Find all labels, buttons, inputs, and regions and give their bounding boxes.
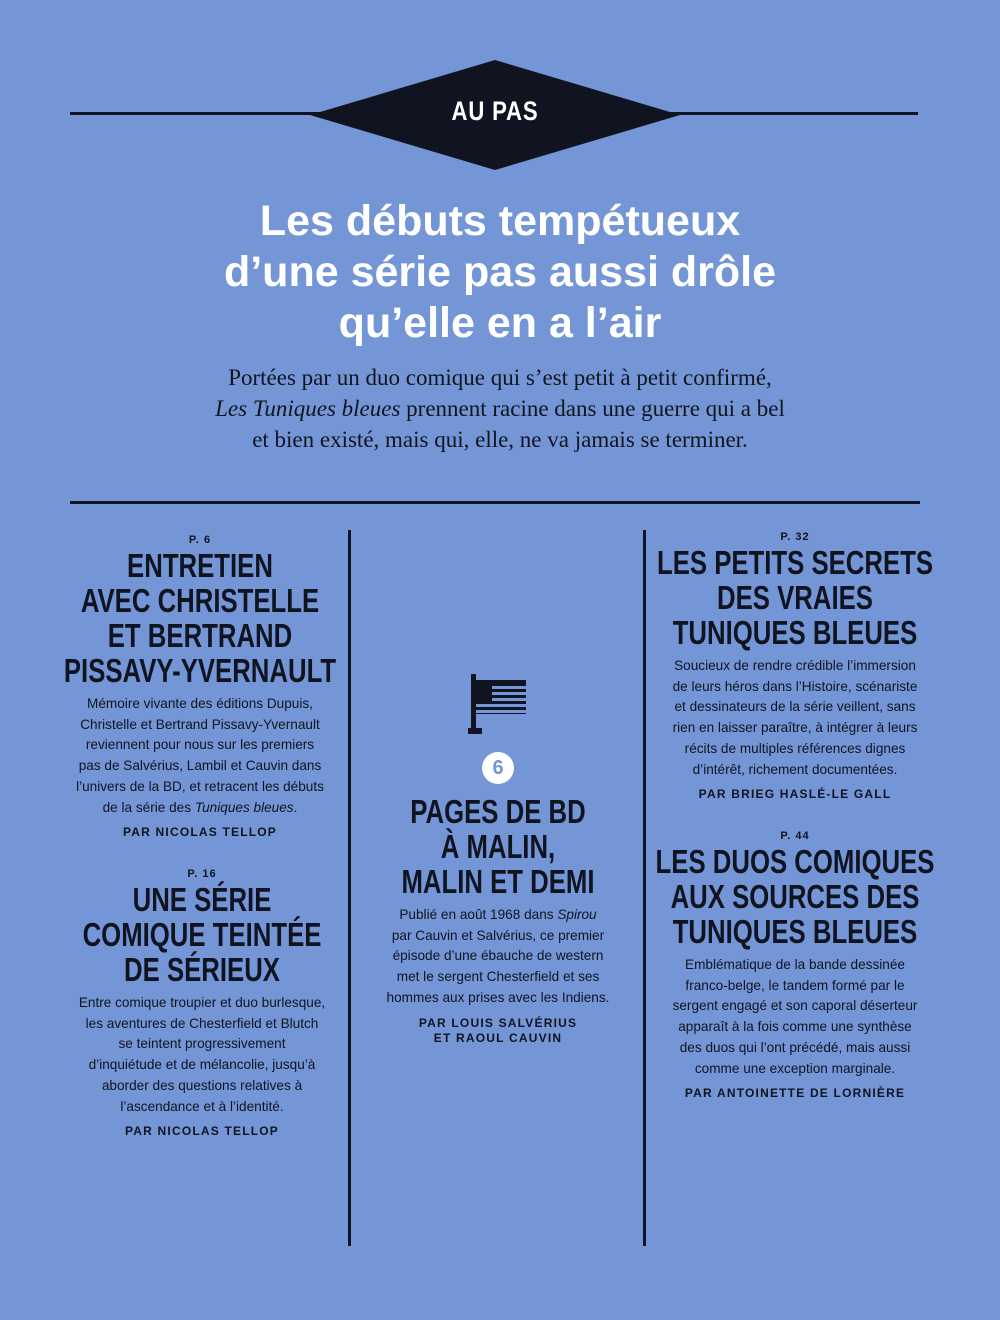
us-flag-icon — [362, 672, 634, 738]
title-line: À MALIN, — [440, 828, 556, 865]
summary-line: de leurs héros dans l’Histoire, scénariste — [672, 678, 918, 694]
byline: PAR ANTOINETTE DE LORNIÈRE — [684, 1086, 906, 1101]
title-line: TUNIQUES BLEUES — [672, 614, 918, 651]
title-line: LES DUOS COMIQUES — [655, 843, 935, 880]
summary-line: d’intérêt, richement documentées. — [692, 761, 898, 777]
byline — [362, 1016, 634, 1046]
article-title — [62, 882, 343, 987]
summary-text: Publié en août 1968 dans — [399, 907, 558, 922]
article-summary — [656, 656, 934, 780]
summary-line: l’ascendance et à l’identité. — [120, 1098, 284, 1114]
summary-line: Christelle et Bertrand Pissavy-Yvernault — [80, 716, 320, 732]
page-reference: P. 6 — [188, 534, 212, 546]
title-line: ENTRETIEN — [127, 547, 273, 584]
page-reference: P. 16 — [187, 868, 217, 880]
summary-line: hommes aux prises avec les Indiens. — [386, 989, 610, 1005]
title-line: AVEC CHRISTELLE — [80, 582, 320, 619]
summary-line: d’inquiétude et de mélancolie, jusqu’à — [88, 1057, 316, 1073]
header-rule-right — [660, 112, 918, 115]
summary-line: aborder des questions relatives à — [101, 1077, 303, 1093]
summary-line: se teintent progressivement — [118, 1036, 286, 1052]
standfirst — [120, 362, 880, 455]
column-rule-right — [643, 530, 646, 1246]
summary-line: sergent engagé et son caporal déserteur — [672, 998, 918, 1014]
page-count: 6 — [492, 756, 504, 779]
summary-line: reviennent pour nous sur les premiers — [85, 737, 315, 753]
page-headline — [80, 196, 920, 349]
standfirst-line — [120, 393, 880, 424]
summary-line — [62, 798, 338, 819]
page-reference: P. 44 — [780, 830, 810, 842]
summary-line: par Cauvin et Salvérius, ce premier — [391, 927, 605, 943]
article-summary — [656, 955, 934, 1079]
title-line: PISSAVY-YVERNAULT — [63, 652, 337, 689]
title-line: COMIQUE TEINTÉE — [82, 916, 322, 953]
byline: PAR BRIEG HASLÉ-LE GALL — [698, 787, 892, 802]
article-duos-comiques — [656, 830, 934, 1101]
title-line: DE SÉRIEUX — [124, 951, 280, 988]
summary-line: épisode d’une ébauche de western — [392, 948, 604, 964]
summary-line: Mémoire vivante des éditions Dupuis, — [87, 696, 313, 711]
page-count-badge — [482, 752, 514, 784]
header-rule-left — [70, 112, 330, 115]
standfirst-line: Portées par un duo comique qui s’est petit à petit confirmé, — [228, 365, 772, 390]
title-line: AUX SOURCES DES — [670, 878, 920, 915]
summary-text: . — [293, 799, 298, 815]
summary-line: comme une exception marginale. — [694, 1060, 896, 1076]
title-line: DES VRAIES — [717, 579, 873, 616]
summary-line: Soucieux de rendre crédible l’immersion — [674, 658, 916, 673]
article-serie-comique — [62, 868, 342, 1139]
headline-line: qu’elle en a l’air — [338, 299, 662, 347]
article-summary — [62, 993, 342, 1117]
title-line: MALIN ET DEMI — [401, 863, 595, 900]
article-summary — [362, 905, 634, 1009]
article-title — [655, 545, 934, 650]
section-divider — [70, 501, 920, 504]
headline-line: Les débuts tempétueux — [259, 197, 741, 245]
section-label: AU PAS — [451, 96, 539, 126]
series-title: Tuniques bleues — [194, 799, 294, 815]
standfirst-text: prennent racine dans une guerre qui a bel — [400, 396, 785, 421]
series-title: Les Tuniques bleues — [215, 396, 401, 421]
title-line: PAGES DE BD — [410, 793, 586, 830]
summary-line: et dessinateurs de la série veillent, sans — [674, 699, 916, 715]
page-reference: P. 32 — [780, 531, 810, 543]
title-line: TUNIQUES BLEUES — [672, 913, 918, 950]
summary-line: les aventures de Chesterfield et Blutch — [85, 1015, 319, 1031]
summary-line — [362, 905, 634, 926]
title-line: UNE SÉRIE — [132, 881, 272, 918]
article-title — [361, 794, 636, 899]
article-pages-bd — [362, 672, 634, 1046]
byline-line: ET RAOUL CAUVIN — [433, 1030, 563, 1045]
byline: PAR NICOLAS TELLOP — [122, 825, 278, 840]
article-title — [61, 548, 339, 688]
summary-line: apparaît à la fois comme une synthèse — [678, 1019, 912, 1035]
standfirst-line: et bien existé, mais qui, elle, ne va jamais se terminer. — [252, 427, 748, 452]
article-summary — [62, 694, 338, 818]
column-rule-left — [348, 530, 351, 1246]
byline: PAR NICOLAS TELLOP — [124, 1124, 280, 1139]
magazine-name: Spirou — [557, 907, 597, 922]
summary-line: franco-belge, le tandem formé par le — [685, 977, 905, 993]
title-line: ET BERTRAND — [107, 617, 293, 654]
summary-text: de la série des — [102, 799, 195, 815]
summary-line: pas de Salvérius, Lambil et Cauvin dans — [78, 758, 322, 774]
summary-line: l’univers de la BD, et retracent les débuts — [76, 778, 324, 794]
summary-line: met le sergent Chesterfield et ses — [396, 969, 600, 985]
article-petits-secrets — [656, 531, 934, 802]
summary-line: rien en laisser paraître, à intégrer à leurs — [672, 720, 918, 736]
byline-line: PAR LOUIS SALVÉRIUS — [418, 1015, 578, 1030]
article-title — [655, 844, 934, 949]
summary-line: des duos qui l’ont précédé, mais aussi — [679, 1039, 911, 1055]
summary-line: récits de multiples références dignes — [684, 740, 906, 756]
summary-line: Entre comique troupier et duo burlesque, — [78, 995, 326, 1010]
summary-line: Emblématique de la bande dessinée — [685, 957, 905, 972]
headline-line: d’une série pas aussi drôle — [223, 248, 777, 296]
article-entretien — [62, 534, 338, 840]
title-line: LES PETITS SECRETS — [656, 544, 934, 581]
